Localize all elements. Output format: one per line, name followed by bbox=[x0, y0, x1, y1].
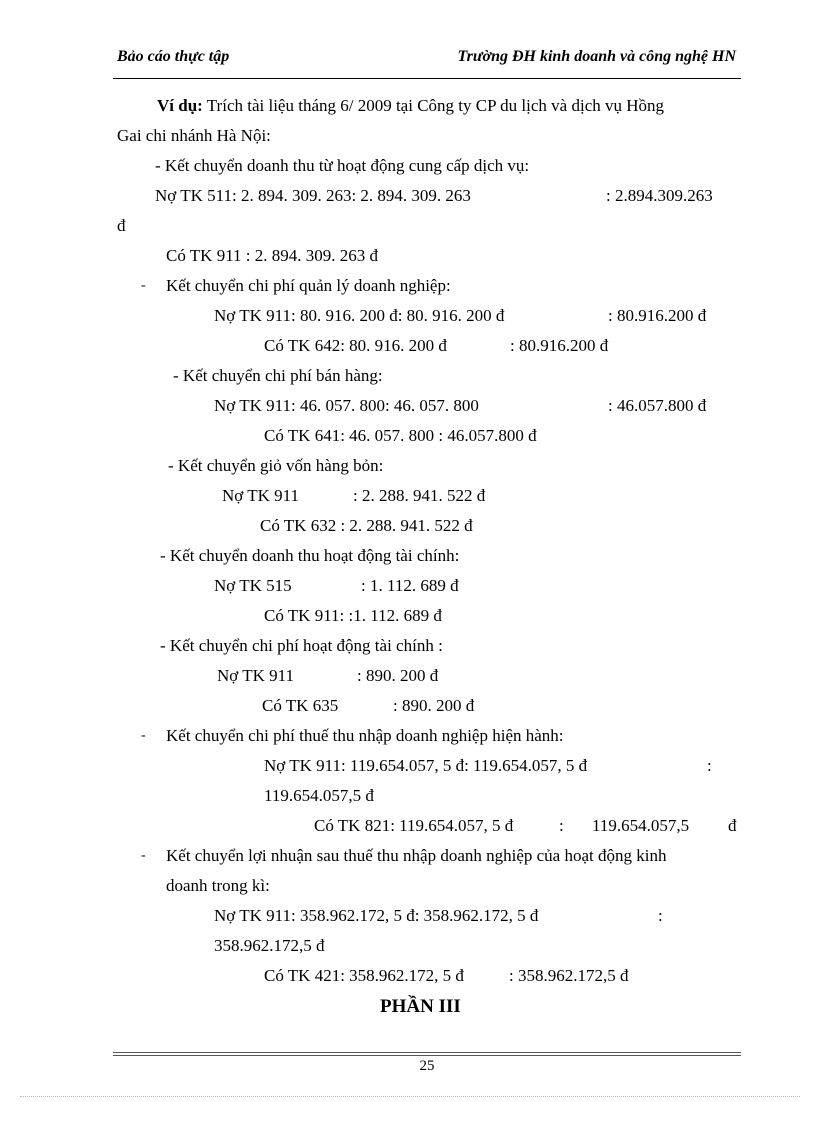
line-9: Có TK 641: 46. 057. 800 : 46.057.800 đ bbox=[264, 426, 537, 445]
page-edge bbox=[20, 1096, 800, 1097]
line-15: Có TK 911: :1. 112. 689 đ bbox=[264, 606, 442, 625]
line-3: Có TK 911 : 2. 894. 309. 263 đ bbox=[166, 246, 379, 265]
line-18a: Có TK 635 bbox=[262, 696, 339, 715]
bullet-1: ‑ bbox=[141, 278, 146, 293]
line-6b: : 80.916.200 đ bbox=[510, 336, 609, 355]
line-7: - Kết chuyển chi phí bán hàng: bbox=[173, 366, 383, 385]
line-25a: Nợ TK 911: 358.962.172, 5 đ: 358.962.172, 5 đ bbox=[214, 906, 539, 925]
line-11b: : 2. 288. 941. 522 đ bbox=[353, 486, 486, 505]
line-2c: đ bbox=[117, 216, 126, 235]
line-21: 119.654.057,5 đ bbox=[264, 786, 374, 805]
line-24: doanh trong kì: bbox=[166, 876, 270, 895]
header-left: Bảo cáo thực tập bbox=[117, 48, 230, 65]
line-22b: : bbox=[559, 816, 564, 835]
line-5b: : 80.916.200 đ bbox=[608, 306, 707, 325]
line-17a: Nợ TK 911 bbox=[217, 666, 294, 685]
line-19: Kết chuyển chi phí thuế thu nhập doanh nghiệp hiện hành: bbox=[166, 726, 564, 745]
line-11a: Nợ TK 911 bbox=[222, 486, 299, 505]
line-6a: Có TK 642: 80. 916. 200 đ bbox=[264, 336, 447, 355]
line-20a: Nợ TK 911: 119.654.057, 5 đ: 119.654.057, 5 đ bbox=[264, 756, 588, 775]
line-8a: Nợ TK 911: 46. 057. 800: 46. 057. 800 bbox=[214, 396, 479, 415]
line-26: 358.962.172,5 đ bbox=[214, 936, 325, 955]
line-25b: : bbox=[658, 906, 663, 925]
part-title: PHẦN III bbox=[380, 996, 461, 1017]
example-label: Ví dụ: bbox=[157, 96, 203, 115]
line-1: - Kết chuyển doanh thu từ hoạt động cung cấp dịch vụ: bbox=[155, 156, 530, 175]
line-14b: : 1. 112. 689 đ bbox=[361, 576, 459, 595]
footer-divider-top bbox=[113, 1052, 741, 1053]
example-cont: Gai chi nhánh Hà Nội: bbox=[117, 126, 271, 145]
line-10: - Kết chuyển giỏ vốn hàng bỏn: bbox=[168, 456, 384, 475]
line-5a: Nợ TK 911: 80. 916. 200 đ: 80. 916. 200 đ bbox=[214, 306, 505, 325]
line-2b: : 2.894.309.263 bbox=[606, 186, 713, 205]
line-12: Có TK 632 : 2. 288. 941. 522 đ bbox=[260, 516, 473, 535]
header-divider bbox=[113, 78, 741, 79]
bullet-3: ‑ bbox=[141, 848, 146, 863]
header-right: Trường ĐH kinh doanh và công nghệ HN bbox=[457, 48, 736, 65]
page-number: 25 bbox=[419, 1058, 435, 1074]
line-27a: Có TK 421: 358.962.172, 5 đ bbox=[264, 966, 464, 985]
line-2a: Nợ TK 511: 2. 894. 309. 263: 2. 894. 309. 263 bbox=[155, 186, 471, 205]
line-20b: : bbox=[707, 756, 712, 775]
bullet-2: ‑ bbox=[141, 728, 146, 743]
line-18b: : 890. 200 đ bbox=[393, 696, 475, 715]
line-27b: : 358.962.172,5 đ bbox=[509, 966, 629, 985]
line-4: Kết chuyển chi phí quản lý doanh nghiệp: bbox=[166, 276, 451, 295]
example-text: Trích tài liệu tháng 6/ 2009 tại Công ty CP du lịch và dịch vụ Hồng bbox=[202, 96, 665, 115]
line-8b: : 46.057.800 đ bbox=[608, 396, 707, 415]
example-line bbox=[157, 96, 664, 116]
line-17b: : 890. 200 đ bbox=[357, 666, 439, 685]
line-16: - Kết chuyển chi phí hoạt động tài chính : bbox=[160, 636, 443, 655]
line-22d: đ bbox=[728, 816, 737, 835]
line-13: - Kết chuyển doanh thu hoạt động tài chính: bbox=[160, 546, 460, 565]
line-14a: Nợ TK 515 bbox=[214, 576, 292, 595]
line-22a: Có TK 821: 119.654.057, 5 đ bbox=[314, 816, 514, 835]
line-22c: 119.654.057,5 bbox=[592, 816, 690, 835]
footer-divider-bottom bbox=[113, 1055, 741, 1056]
line-23: Kết chuyển lợi nhuận sau thuế thu nhập doanh nghiệp của hoạt động kinh bbox=[166, 846, 667, 865]
